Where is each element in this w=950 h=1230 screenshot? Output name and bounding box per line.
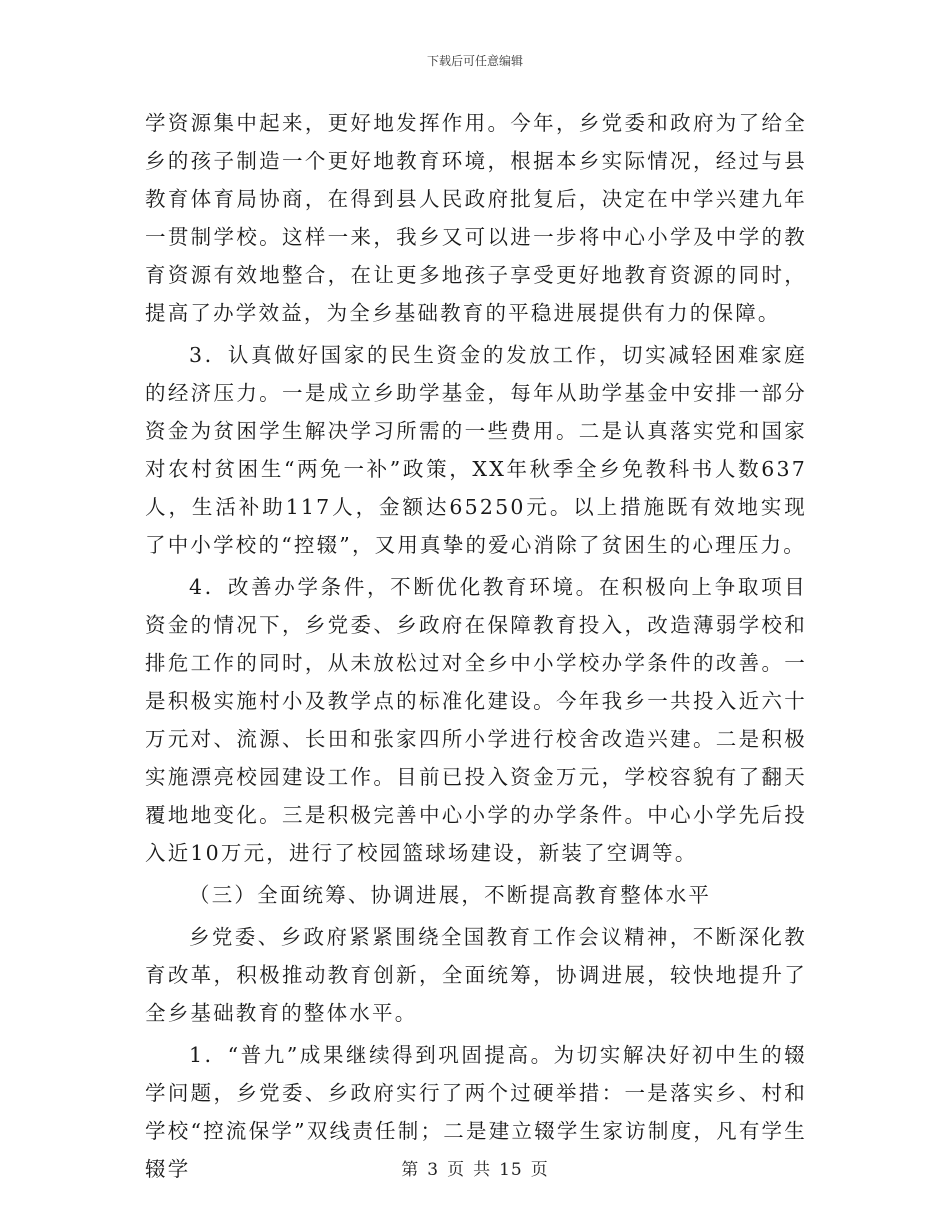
paragraph-item-1: 1．“普九”成果继续得到巩固提高。为切实解决好初中生的辍学问题，乡党委、乡政府实行了两个过硬举措：一是落实乡、村和学校“控流保学”双线责任制；二是建立辍学生家访制度，凡有学生辍学 (145, 1043, 807, 1181)
section-heading: （三）全面统筹、协调进展，不断提高教育整体水平 (189, 883, 712, 907)
footer-current-page: 3 (427, 1160, 440, 1180)
page-footer (0, 1155, 950, 1180)
paragraph-intro: 乡党委、乡政府紧紧围绕全国教育工作会议精神，不断深化教育改革，积极推动教育创新，全面统筹，协调进展，较快地提升了全乡基础教育的整体水平。 (145, 925, 807, 1025)
footer-label-ye-2: 页 (530, 1160, 549, 1180)
document-body (145, 104, 807, 1188)
paragraph-item-4: 4．改善办学条件，不断优化教育环境。在积极向上争取项目资金的情况下，乡党委、乡政府在保障教育投入，改造薄弱学校和排危工作的同时，从未放松过对全乡中小学校办学条件的改善。一是积极实施村小及教学点的标准化建设。今年我乡一共投入近六十万元对、流源、长田和张家四所小学进行校舍改造兴建。二是积极实施漂亮校园建设工作。目前已投入资金万元，学校容貌有了翻天覆地地变化。三是积极完善中心小学的办学条件。中心小学先后投入近10万元，进行了校园篮球场建设，新装了空调等。 (145, 575, 807, 865)
footer-label-gong: 共 (473, 1160, 492, 1180)
footer-label-ye: 页 (447, 1160, 466, 1180)
paragraph-item-3: 3．认真做好国家的民生资金的发放工作，切实减轻困难家庭的经济压力。一是成立乡助学基金，每年从助学基金中安排一部分资金为贫困学生解决学习所需的一些费用。二是认真落实党和国家对农村贫困生“两免一补”政策，XX年秋季全乡免教科书人数637人，生活补助117人，金额达65250元。以上措施既有效地实现了中小学校的“控辍”，又用真挚的爱心消除了贫困生的心理压力。 (145, 343, 807, 557)
footer-total-pages: 15 (499, 1160, 523, 1180)
page-header-note: 下载后可任意编辑 (426, 54, 523, 68)
paragraph-continuation: 学资源集中起来，更好地发挥作用。今年，乡党委和政府为了给全乡的孩子制造一个更好地教育环境，根据本乡实际情况，经过与县教育体育局协商，在得到县人民政府批复后，决定在中学兴建九年一贯制学校。这样一来，我乡又可以进一步将中心小学及中学的教育资源有效地整合，在让更多地孩子享受更好地教育资源的同时，提高了办学效益，为全乡基础教育的平稳进展提供有力的保障。 (145, 111, 807, 325)
footer-label-di: 第 (401, 1160, 420, 1180)
